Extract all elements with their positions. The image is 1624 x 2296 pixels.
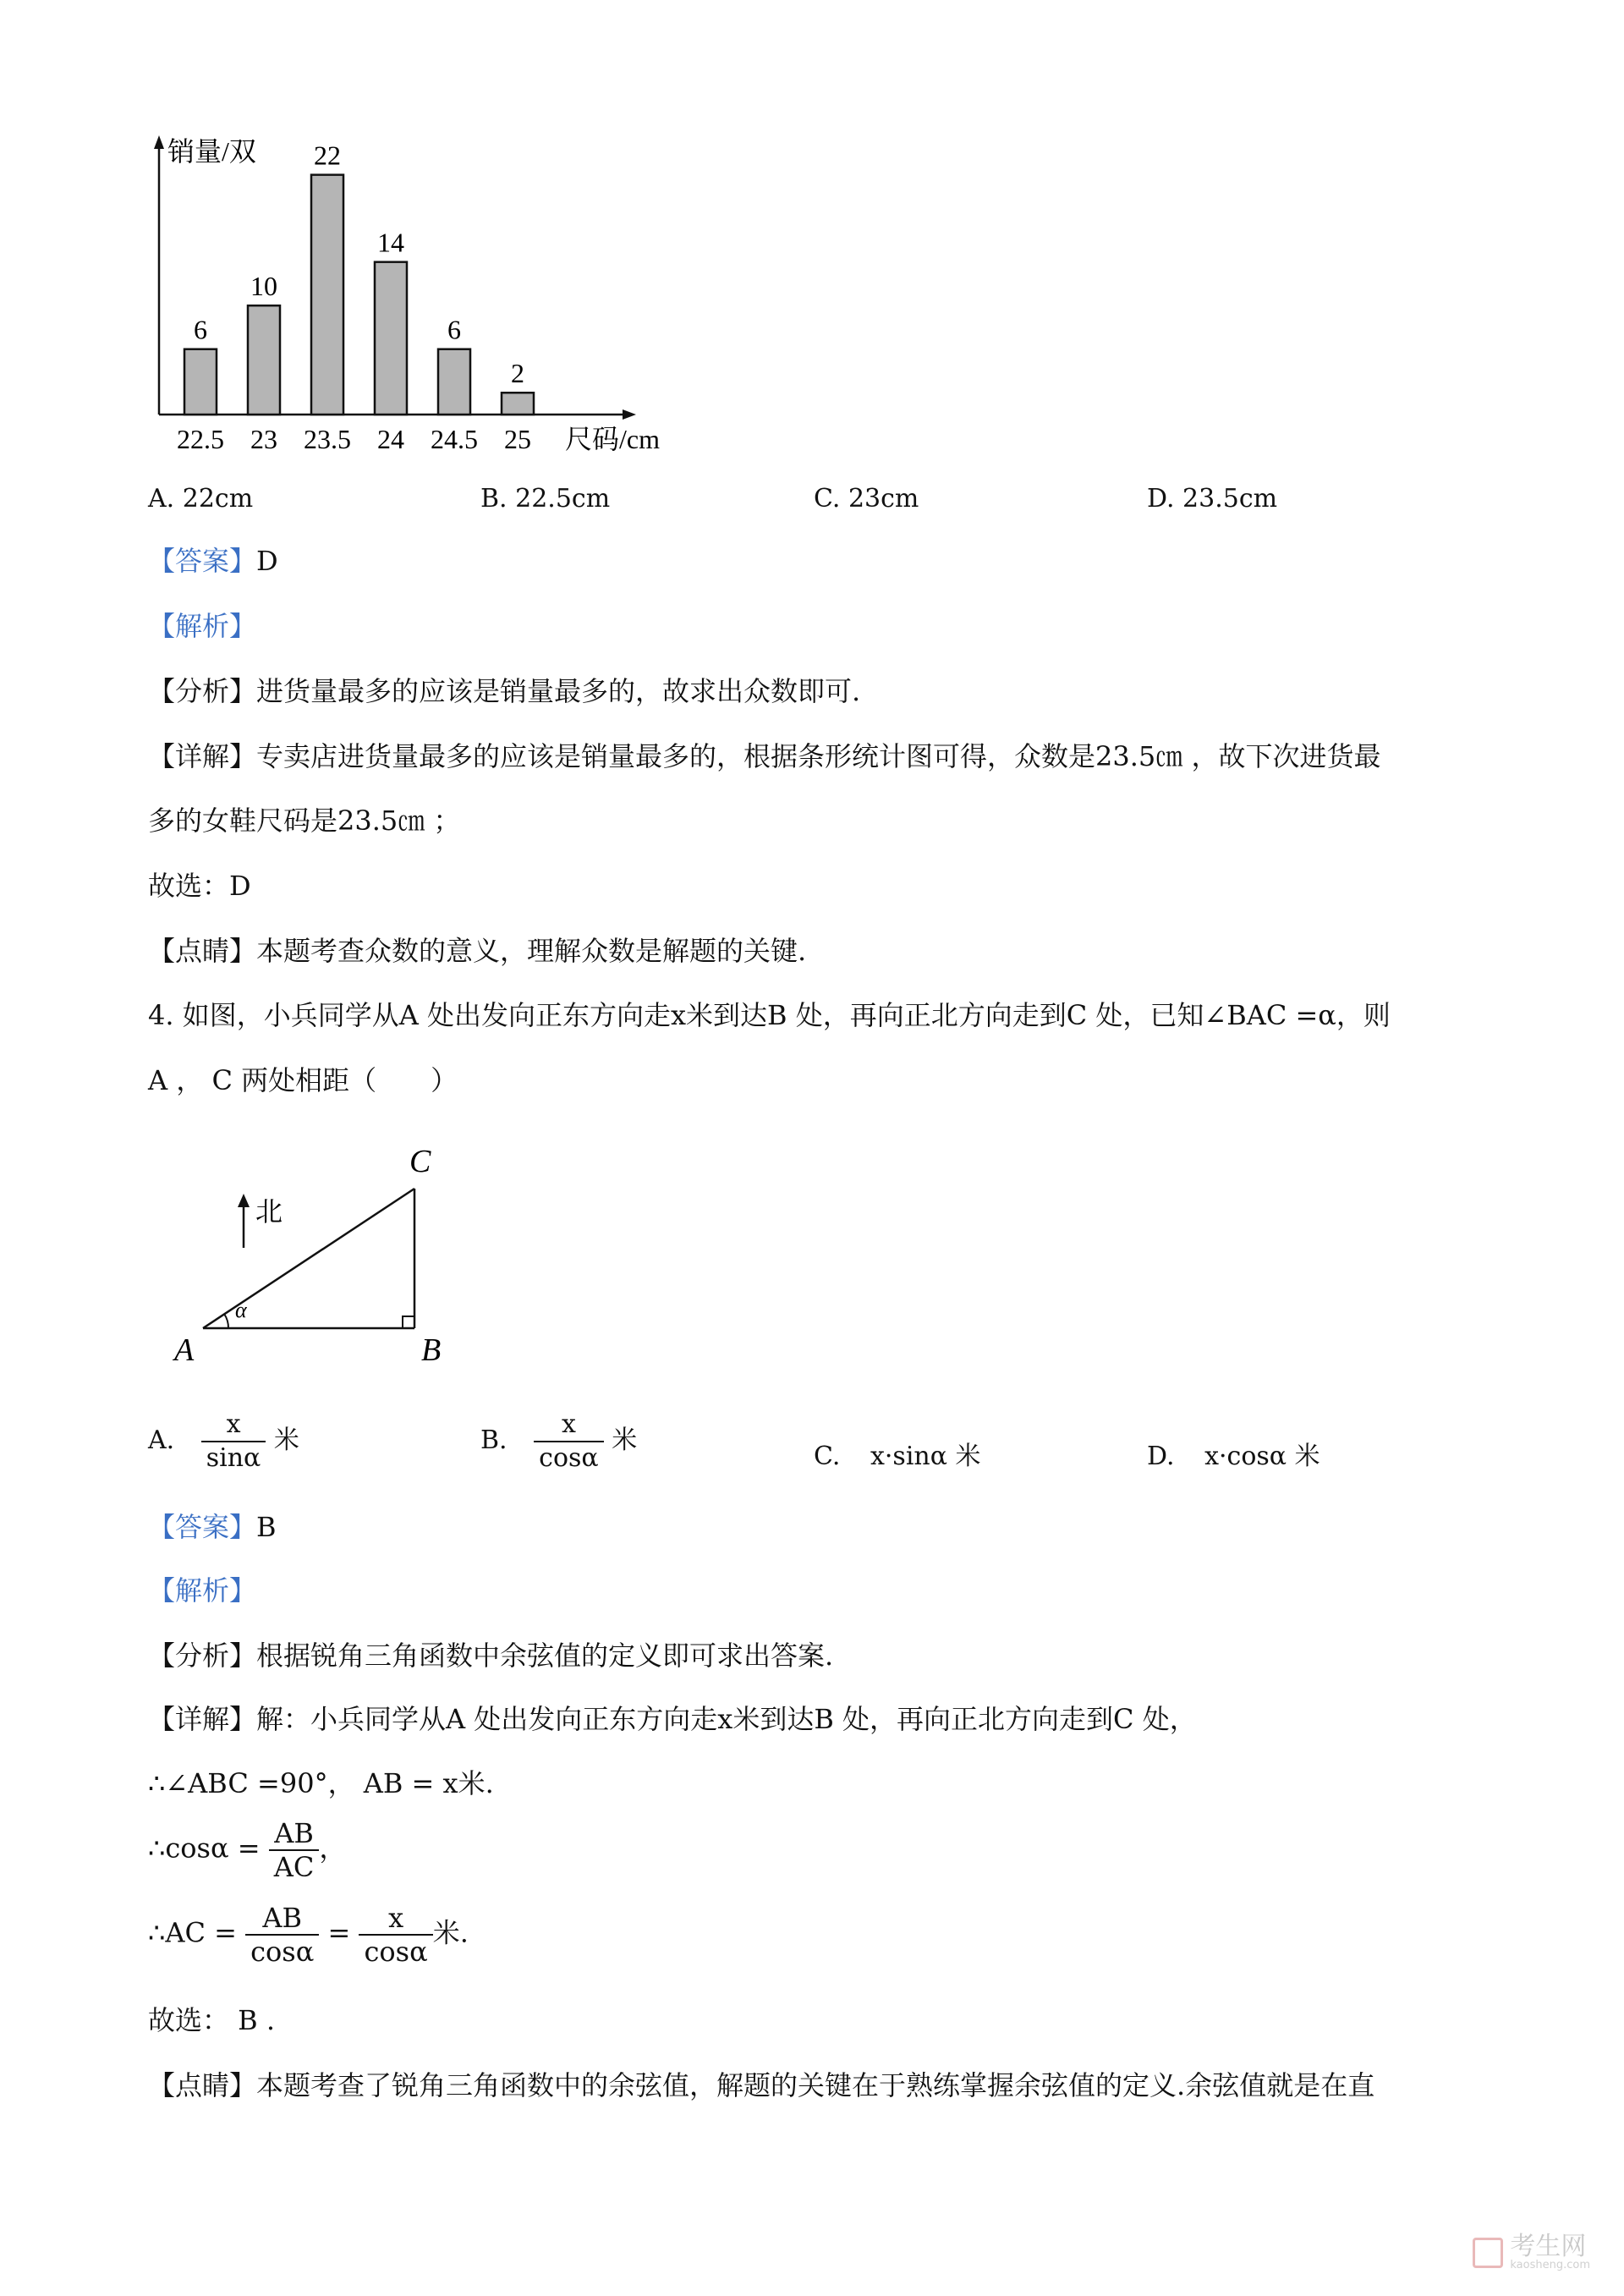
q3-guxuan: 故选：D (148, 870, 251, 902)
q4-option-c[interactable]: C. x·sinα 米 (814, 1442, 981, 1471)
x-tick-label: 23.5 (304, 424, 351, 454)
bar-value-label: 14 (377, 227, 404, 258)
q3-option-d[interactable]: D. 23.5cm (1147, 484, 1278, 514)
bar (184, 349, 217, 415)
xiangjie-tag: 【详解】 (148, 740, 257, 772)
bar-value-label: 22 (314, 140, 341, 171)
bar-value-label: 6 (447, 314, 461, 345)
q4-fenxi-line (148, 1639, 833, 1673)
right-angle-mark (403, 1316, 414, 1328)
q4-step-3: ∴AC = $\frac{AB}{\cos\alpha}$ = $\frac{x}{\cos\alpha}$ 米. (148, 1902, 469, 1968)
bar (248, 305, 280, 415)
bar-value-label: 10 (250, 271, 277, 302)
q3-fenxi-line (148, 674, 860, 708)
answer-tag: 【答案】 (148, 545, 257, 577)
alpha-label: α (235, 1298, 247, 1322)
q3-answer-line (148, 544, 278, 578)
q4-step-2: ∴cosα = $\frac{AB}{AC}$ ， (148, 1817, 347, 1883)
q4-stem-line-1: 4. 如图，小兵同学从A 处出发向正东方向走x米到达B 处，再向正北方向走到C 处，已知∠BAC =α，则 (148, 999, 1391, 1031)
answer-tag: 【答案】 (148, 1511, 257, 1543)
q3-option-a[interactable]: A. 22cm (148, 484, 254, 514)
q3-option-b[interactable]: B. 22.5cm (480, 484, 611, 514)
x-tick-label: 23 (250, 424, 277, 454)
q4-jiexi-tag: 【解析】 (148, 1574, 257, 1607)
angle-alpha-arc (224, 1314, 228, 1328)
x-tick-label: 22.5 (177, 424, 224, 454)
bar (502, 393, 534, 415)
point-b-label: B (421, 1332, 442, 1368)
x-tick-label: 24.5 (431, 424, 478, 454)
fenxi-tag: 【分析】 (148, 1640, 257, 1672)
shoe-size-bar-chart (127, 127, 702, 465)
triangle-figure (152, 1138, 474, 1383)
q3-xiangjie-line-2: 多的女鞋尺码是23.5㎝ ； (148, 805, 461, 837)
bar-value-label: 6 (194, 314, 207, 345)
q4-step-1: ∴∠ABC =90°， AB = x米. (148, 1767, 494, 1799)
q4-option-b[interactable]: B. $\frac{x}{\cos\alpha}$ 米 (480, 1409, 638, 1473)
dianjing-tag: 【点睛】 (148, 935, 257, 967)
q4-fenxi: 根据锐角三角函数中余弦值的定义即可求出答案. (256, 1640, 834, 1672)
x-tick-label: 25 (504, 424, 531, 454)
x-axis-label: 尺码/cm (565, 424, 660, 454)
point-a-label: A (174, 1332, 195, 1368)
q4-answer: B (256, 1511, 277, 1543)
fenxi-tag: 【分析】 (148, 675, 257, 707)
q3-answer: D (256, 545, 278, 577)
bar-value-label: 2 (511, 358, 524, 389)
q4-xiangjie-line (148, 1702, 1197, 1736)
x-tick-label: 24 (377, 424, 404, 454)
q3-fenxi: 进货量最多的应该是销量最多的，故求出众数即可. (256, 675, 861, 707)
point-c-label: C (409, 1144, 431, 1179)
bar (311, 175, 343, 415)
north-arrowhead-icon (238, 1194, 250, 1207)
q4-guxuan: 故选： B . (148, 2004, 276, 2036)
brand-logo-icon (1473, 2238, 1503, 2268)
x-axis-arrow-icon (623, 409, 636, 420)
q4-answer-line (148, 1510, 277, 1544)
q3-dianjing: 本题考查众数的意义，理解众数是解题的关键. (256, 935, 807, 967)
xiangjie-tag: 【详解】 (148, 1703, 257, 1735)
q3-xiangjie-1: 专卖店进货量最多的应该是销量最多的，根据条形统计图可得，众数是23.5㎝ ，故下次进货最 (256, 740, 1381, 772)
q3-dianjing-line (148, 934, 806, 968)
q4-stem-line-2: A ， C 两处相距（ ） (148, 1064, 458, 1096)
watermark-brand: 考生网 (1510, 2232, 1587, 2261)
north-label: 北 (255, 1196, 283, 1227)
q4-dianjing-line (148, 2068, 1374, 2102)
q3-xiangjie-line-1 (148, 739, 1380, 773)
bar (438, 349, 470, 415)
q3-jiexi-tag: 【解析】 (148, 610, 257, 642)
watermark (1473, 2234, 1590, 2271)
y-axis-arrow-icon (154, 135, 164, 149)
bar (375, 262, 407, 415)
y-axis-label: 销量/双 (167, 136, 256, 167)
q4-xiangjie: 解：小兵同学从A 处出发向正东方向走x米到达B 处，再向正北方向走到C 处， (256, 1703, 1197, 1735)
q4-dianjing: 本题考查了锐角三角函数中的余弦值，解题的关键在于熟练掌握余弦值的定义.余弦值就是在直 (256, 2069, 1375, 2101)
q4-option-d[interactable]: D. x·cosα 米 (1147, 1442, 1320, 1471)
watermark-url: kaosheng.com (1510, 2259, 1590, 2271)
dianjing-tag: 【点睛】 (148, 2069, 257, 2101)
q3-option-c[interactable]: C. 23cm (814, 484, 919, 514)
q4-option-a[interactable]: A. $\frac{x}{\sin\alpha}$ 米 (148, 1409, 299, 1473)
